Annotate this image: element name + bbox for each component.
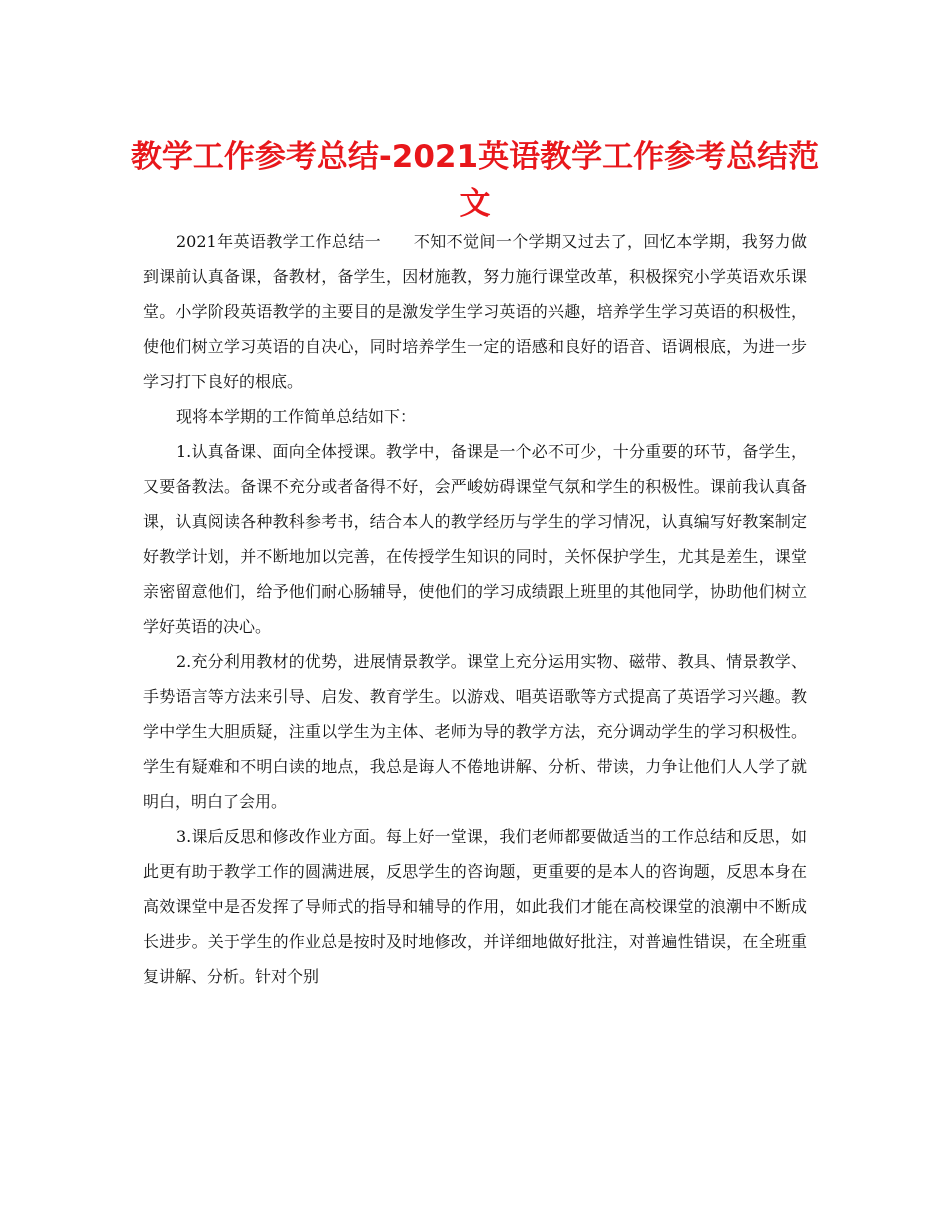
document-title: 教学工作参考总结-2021英语教学工作参考总结范文 xyxy=(130,139,820,222)
paragraph-point-3: 3.课后反思和修改作业方面。每上好一堂课，我们老师都要做适当的工作总结和反思，如此更有助于教学工作的圆满进展，反思学生的咨询题，更重要的是本人的咨询题，反思本身在高效课堂中是否发挥了导师式的指导和辅导的作用，如此我们才能在高校课堂的浪潮中不断成长进步。关于学生的作业总是按时及时地修改，并详细地做好批注，对普遍性错误，在全班重复讲解、分析。针对个别 xyxy=(143,827,807,986)
paragraph-summary-lead: 现将本学期的工作简单总结如下： xyxy=(176,407,417,426)
paragraph-intro: 2021年英语教学工作总结一 不知不觉间一个学期又过去了，回忆本学期，我努力做到课前认真备课，备教材，备学生，因材施教，努力施行课堂改革，积极探究小学英语欢乐课堂。小学阶段英语教学的主要目的是激发学生学习英语的兴趣，培养学生学习英语的积极性，使他们树立学习英语的自决心，同时培养学生一定的语感和良好的语音、语调根底，为进一步学习打下良好的根底。 xyxy=(143,232,807,391)
document-body xyxy=(143,224,807,994)
paragraph-point-2: 2.充分利用教材的优势，进展情景教学。课堂上充分运用实物、磁带、教具、情景教学、手势语言等方法来引导、启发、教育学生。以游戏、唱英语歌等方式提高了英语学习兴趣。教学中学生大胆质疑，注重以学生为主体、老师为导的教学方法，充分调动学生的学习积极性。学生有疑难和不明白读的地点，我总是诲人不倦地讲解、分析、带读，力争让他们人人学了就明白，明白了会用。 xyxy=(143,652,807,811)
paragraph-point-1: 1.认真备课、面向全体授课。教学中，备课是一个必不可少，十分重要的环节，备学生，又要备教法。备课不充分或者备得不好，会严峻妨碍课堂气氛和学生的积极性。课前我认真备课，认真阅读各种教科参考书，结合本人的教学经历与学生的学习情况，认真编写好教案制定好教学计划，并不断地加以完善，在传授学生知识的同时，关怀保护学生，尤其是差生，课堂亲密留意他们，给予他们耐心肠辅导，使他们的学习成绩跟上班里的其他同学，协助他们树立学好英语的决心。 xyxy=(143,442,807,636)
